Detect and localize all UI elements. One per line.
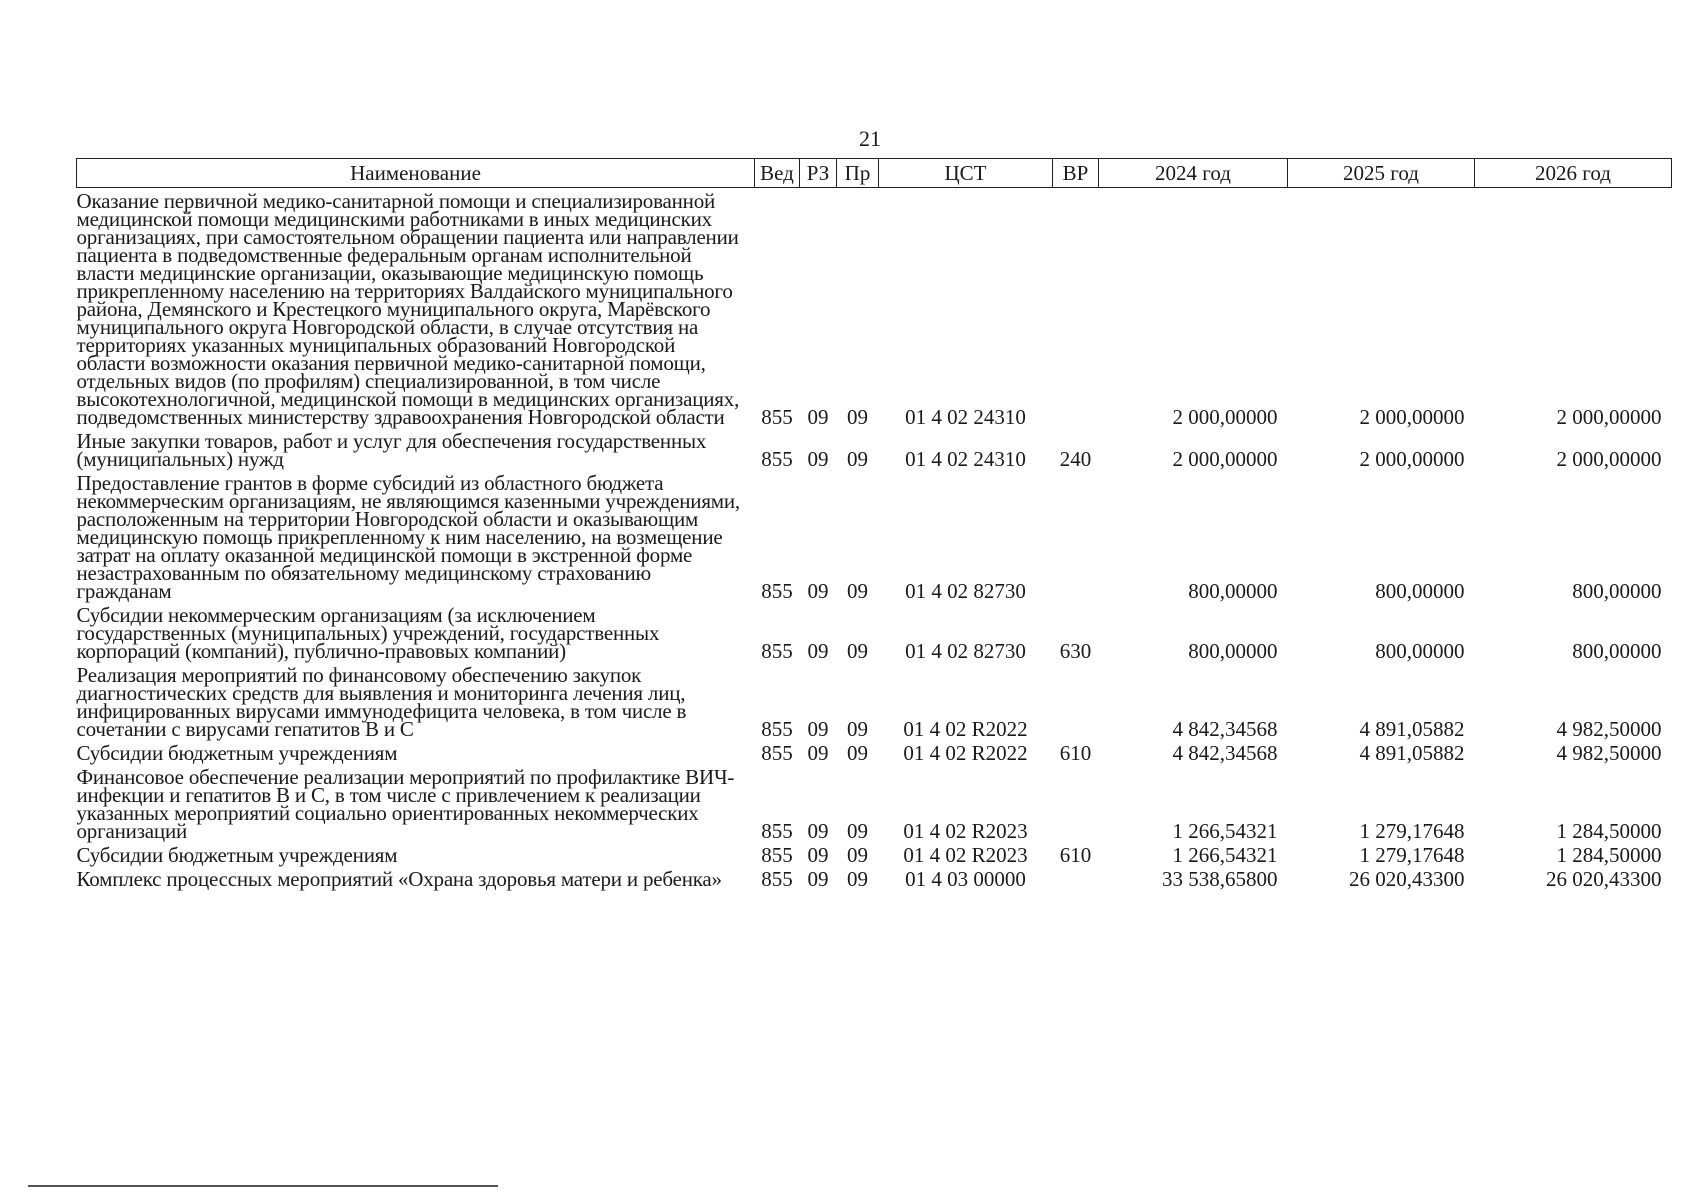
row-cst: 01 4 02 R2022 <box>903 717 1028 741</box>
row-amount-2026: 800,00000 <box>1572 639 1662 663</box>
table-row <box>77 188 1672 429</box>
row-name: Оказание первичной медико-санитарной помощи и специализированной медицинской помощи медицинскими работниками в иных медицинских организациях, при самостоятельном обращении пациента или направлении пациента в подведомственные федеральным органам исполнительной власти медицинские организации, оказывающие медицинскую помощь прикрепленному населению на территориях Валдайского муниципального района, Демянского и Крестецкого муниципального округа, Марёвского муниципального округа Новгородской области, в случае отсутствия на территориях указанных муниципальных образований Новгородской области возможности оказания первичной медико-санитарной помощи, отдельных видов (по профилям) специализированной, в том числе высокотехнологичной, медицинской помощи в медицинских организациях, подведомственных министерству здравоохранения Новгородской области <box>76 189 740 429</box>
row-amount-2024: 2 000,00000 <box>1172 447 1278 471</box>
row-amount-2024: 33 538,65800 <box>1162 867 1278 891</box>
row-rz: 09 <box>807 447 829 471</box>
header-vr: ВР <box>1053 159 1099 188</box>
row-pr: 09 <box>847 867 868 891</box>
table-row <box>77 842 1672 866</box>
table-row <box>77 662 1672 740</box>
row-amount-2026: 1 284,50000 <box>1556 819 1662 843</box>
row-name: Предоставление грантов в форме субсидий из областного бюджета некоммерческим организациям, не являющимся казенными учреждениями, расположенным на территории Новгородской области и оказывающим медицинскую помощь прикрепленному к ним населению, на возмещение затрат на оплату оказанной медицинской помощи в экстренной форме незастрахованным по обязательному медицинскому страхованию гражданам <box>76 471 740 603</box>
row-amount-2026: 1 284,50000 <box>1556 843 1662 867</box>
row-vr: 610 <box>1059 741 1092 765</box>
row-ved: 855 <box>761 867 793 891</box>
header-pr: Пр <box>837 159 879 188</box>
header-cst: ЦСТ <box>879 159 1053 188</box>
row-name: Финансовое обеспечение реализации мероприятий по профилактике ВИЧ-инфекции и гепатитов В и С, в том числе с привлечением к реализации указанных мероприятий социально ориентированных некоммерческих организаций <box>76 765 735 843</box>
header-ved: Вед <box>755 159 800 188</box>
row-amount-2026: 2 000,00000 <box>1556 447 1662 471</box>
row-name: Реализация мероприятий по финансовому обеспечению закупок диагностических средств для выявления и мониторинга лечения лиц, инфицированных вирусами иммунодефицита человека, в том числе в сочетании с вирусами гепатитов В и С <box>76 663 687 741</box>
row-amount-2024: 1 266,54321 <box>1172 843 1278 867</box>
row-ved: 855 <box>761 579 793 603</box>
row-vr: 610 <box>1059 843 1092 867</box>
row-amount-2024: 2 000,00000 <box>1172 405 1278 429</box>
row-pr: 09 <box>847 639 868 663</box>
row-amount-2024: 800,00000 <box>1188 579 1278 603</box>
row-amount-2025: 26 020,43300 <box>1349 867 1465 891</box>
row-vr <box>1053 470 1099 602</box>
row-amount-2026: 4 982,50000 <box>1556 717 1662 741</box>
row-name: Иные закупки товаров, работ и услуг для обеспечения государственных (муниципальных) нужд <box>76 429 707 471</box>
row-cst: 01 4 02 82730 <box>905 579 1026 603</box>
row-cst: 01 4 02 24310 <box>905 405 1026 429</box>
row-ved: 855 <box>761 843 793 867</box>
row-pr: 09 <box>847 741 868 765</box>
row-amount-2026: 800,00000 <box>1572 579 1662 603</box>
row-amount-2024: 4 842,34568 <box>1172 741 1278 765</box>
row-name: Субсидии некоммерческим организациям (за исключением государственных (муниципальных) учреждений, государственных корпораций (компаний), публично-правовых компаний) <box>76 603 660 663</box>
row-cst: 01 4 02 24310 <box>905 447 1026 471</box>
row-amount-2025: 4 891,05882 <box>1359 741 1465 765</box>
row-amount-2025: 800,00000 <box>1375 639 1465 663</box>
table-row <box>77 470 1672 602</box>
row-cst: 01 4 03 00000 <box>905 867 1026 891</box>
row-vr <box>1053 662 1099 740</box>
row-rz: 09 <box>807 819 829 843</box>
row-amount-2024: 4 842,34568 <box>1172 717 1278 741</box>
table-row <box>77 428 1672 470</box>
table-row <box>77 740 1672 764</box>
budget-table <box>76 158 1672 890</box>
table-row <box>77 866 1672 890</box>
row-cst: 01 4 02 R2023 <box>903 843 1028 867</box>
table-row <box>77 764 1672 842</box>
row-rz: 09 <box>807 741 829 765</box>
row-amount-2025: 1 279,17648 <box>1359 819 1465 843</box>
row-amount-2025: 2 000,00000 <box>1359 405 1465 429</box>
row-pr: 09 <box>847 579 868 603</box>
table-row <box>77 602 1672 662</box>
row-amount-2024: 1 266,54321 <box>1172 819 1278 843</box>
row-amount-2025: 1 279,17648 <box>1359 843 1465 867</box>
row-cst: 01 4 02 R2022 <box>903 741 1028 765</box>
row-vr <box>1053 188 1099 429</box>
row-rz: 09 <box>807 405 829 429</box>
row-pr: 09 <box>847 447 868 471</box>
row-ved: 855 <box>761 717 793 741</box>
row-name: Субсидии бюджетным учреждениям <box>76 741 398 765</box>
header-2025: 2025 год <box>1288 159 1475 188</box>
row-rz: 09 <box>807 579 829 603</box>
row-cst: 01 4 02 82730 <box>905 639 1026 663</box>
row-ved: 855 <box>761 405 793 429</box>
header-2026: 2026 год <box>1475 159 1672 188</box>
row-rz: 09 <box>807 717 829 741</box>
row-rz: 09 <box>807 639 829 663</box>
row-name: Субсидии бюджетным учреждениям <box>76 843 398 867</box>
row-ved: 855 <box>761 819 793 843</box>
row-amount-2026: 4 982,50000 <box>1556 741 1662 765</box>
table-body <box>77 188 1672 891</box>
row-vr: 240 <box>1059 447 1092 471</box>
row-name: Комплекс процессных мероприятий «Охрана здоровья матери и ребенка» <box>76 867 722 891</box>
row-pr: 09 <box>847 717 868 741</box>
row-pr: 09 <box>847 819 868 843</box>
row-vr: 630 <box>1059 639 1092 663</box>
header-name: Наименование <box>77 159 755 188</box>
row-amount-2026: 2 000,00000 <box>1556 405 1662 429</box>
page-number: 21 <box>859 126 881 151</box>
row-amount-2024: 800,00000 <box>1188 639 1278 663</box>
header-rz: РЗ <box>800 159 837 188</box>
footnote-divider <box>28 1185 498 1187</box>
row-amount-2025: 800,00000 <box>1375 579 1465 603</box>
table-header-row <box>77 159 1672 188</box>
row-rz: 09 <box>807 843 829 867</box>
row-vr <box>1053 764 1099 842</box>
row-vr <box>1053 866 1099 890</box>
row-ved: 855 <box>761 639 793 663</box>
row-amount-2025: 4 891,05882 <box>1359 717 1465 741</box>
row-cst: 01 4 02 R2023 <box>903 819 1028 843</box>
header-2024: 2024 год <box>1099 159 1288 188</box>
row-ved: 855 <box>761 447 793 471</box>
row-rz: 09 <box>807 867 829 891</box>
row-pr: 09 <box>847 843 868 867</box>
row-amount-2026: 26 020,43300 <box>1546 867 1662 891</box>
row-ved: 855 <box>761 741 793 765</box>
row-amount-2025: 2 000,00000 <box>1359 447 1465 471</box>
row-pr: 09 <box>847 405 868 429</box>
